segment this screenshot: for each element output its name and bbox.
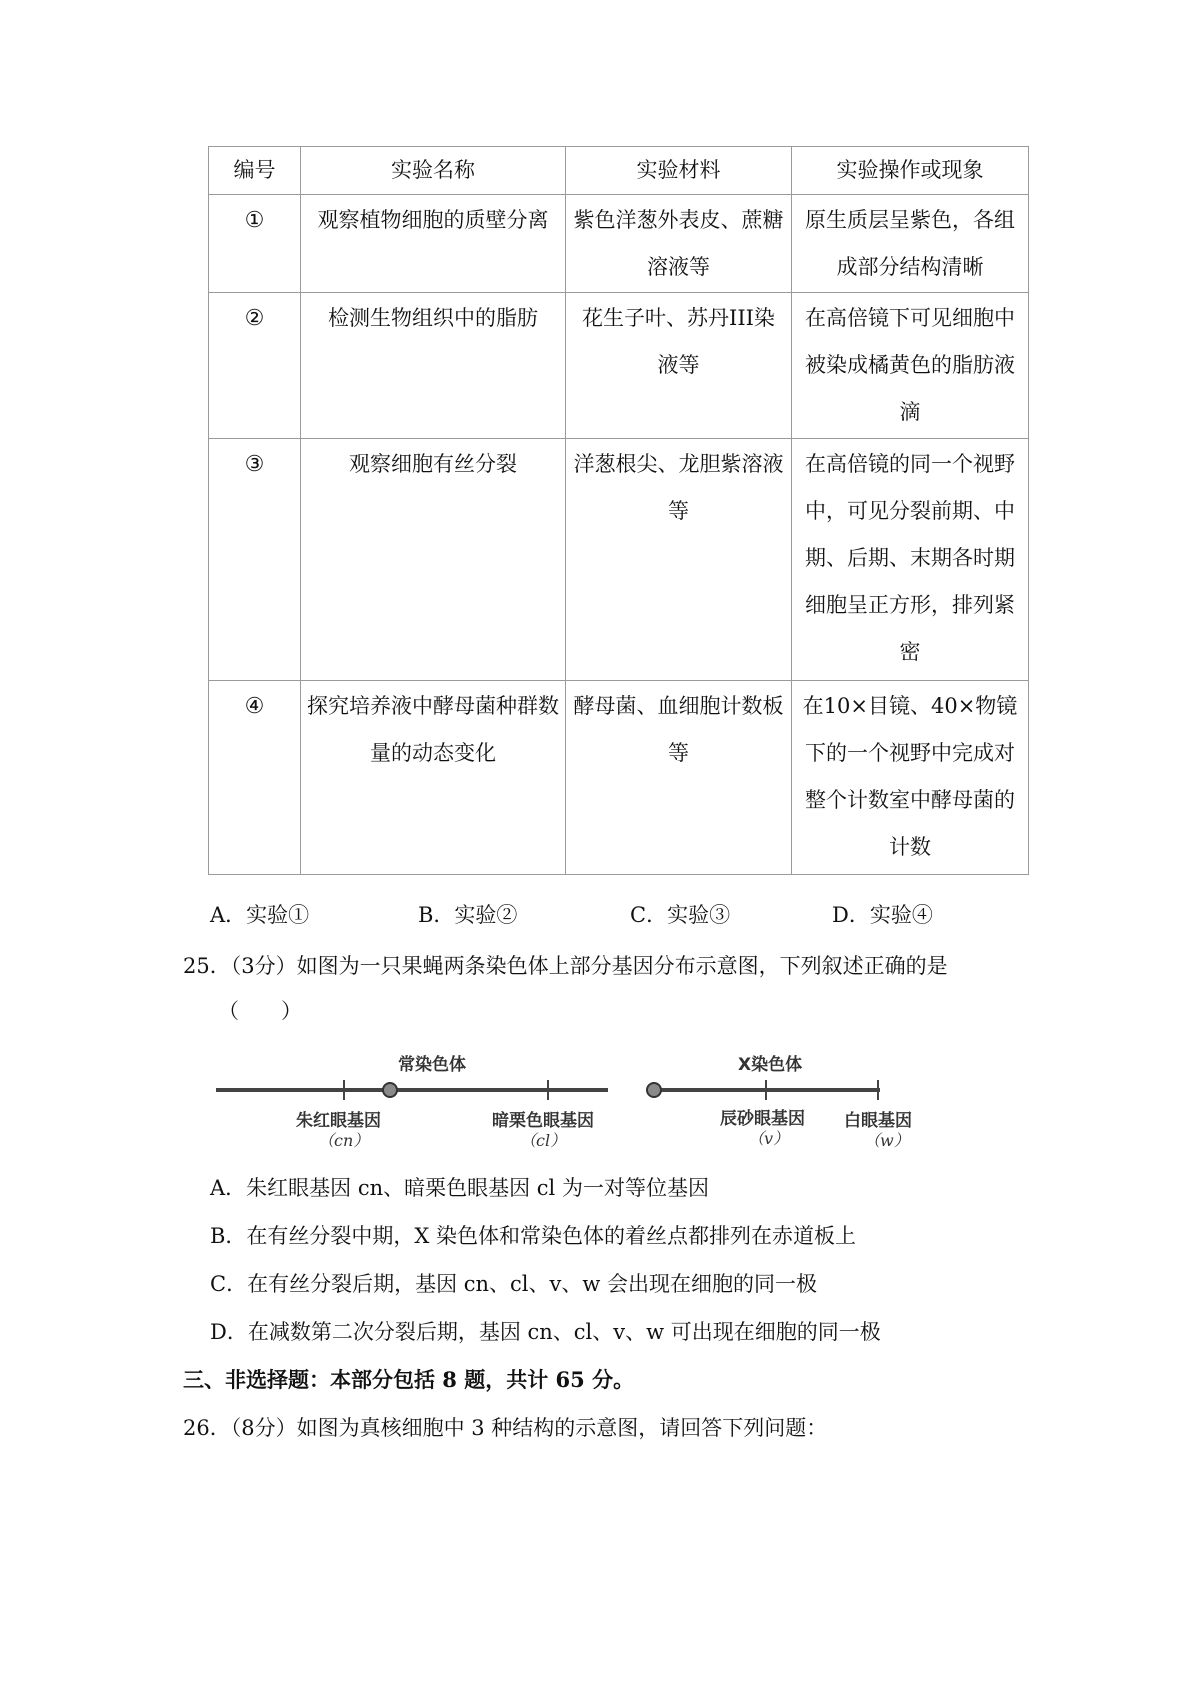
- gene-symbol-w: （w）: [864, 1131, 910, 1150]
- q24-option-c[interactable]: C．实验③: [630, 903, 731, 927]
- row-operation: 在高倍镜的同一个视野中，可见分裂前期、中期、后期、末期各时期细胞呈正方形，排列紧密: [792, 439, 1029, 681]
- header-operation: 实验操作或现象: [792, 147, 1029, 195]
- table-row: [209, 195, 1029, 293]
- row-material: 紫色洋葱外表皮、蔗糖溶液等: [566, 195, 792, 293]
- gene-label-cl: 暗栗色眼基因: [492, 1111, 594, 1131]
- chromosome-figure: [210, 1030, 930, 1150]
- row-name: 探究培养液中酵母菌种群数量的动态变化: [301, 681, 566, 875]
- row-operation: 在高倍镜下可见细胞中被染成橘黄色的脂肪液滴: [792, 293, 1029, 439]
- table-row: [209, 439, 1029, 681]
- row-operation: 在10×目镜、40×物镜下的一个视野中完成对整个计数室中酵母菌的计数: [792, 681, 1029, 875]
- gene-label-cn: 朱红眼基因: [296, 1111, 381, 1131]
- autosome-centromere: [383, 1083, 397, 1097]
- section-three-heading: 三、非选择题：本部分包括 8 题，共计 65 分。: [183, 1367, 635, 1392]
- x-chromosome-title: X染色体: [738, 1055, 803, 1075]
- row-operation: 原生质层呈紫色，各组成部分结构清晰: [792, 195, 1029, 293]
- q24-option-b[interactable]: B．实验②: [418, 903, 518, 927]
- table-header-row: [209, 147, 1029, 195]
- row-number: ③: [209, 439, 301, 681]
- q25-stem: 25．（3分）如图为一只果蝇两条染色体上部分基因分布示意图，下列叙述正确的是: [183, 954, 948, 978]
- header-number: 编号: [209, 147, 301, 195]
- gene-label-v: 辰砂眼基因: [720, 1109, 805, 1129]
- q25-option-c[interactable]: C．在有丝分裂后期，基因 cn、cl、v、w 会出现在细胞的同一极: [210, 1272, 818, 1296]
- row-name: 观察细胞有丝分裂: [301, 439, 566, 681]
- row-name: 检测生物组织中的脂肪: [301, 293, 566, 439]
- row-material: 花生子叶、苏丹III染液等: [566, 293, 792, 439]
- q25-answer-blank: （ ）: [218, 999, 302, 1023]
- q25-option-a[interactable]: A．朱红眼基因 cn、暗栗色眼基因 cl 为一对等位基因: [210, 1176, 709, 1200]
- table-row: [209, 681, 1029, 875]
- row-number: ④: [209, 681, 301, 875]
- gene-symbol-cl: （cl）: [520, 1131, 567, 1150]
- header-experiment-name: 实验名称: [301, 147, 566, 195]
- row-material: 洋葱根尖、龙胆紫溶液等: [566, 439, 792, 681]
- table-row: [209, 293, 1029, 439]
- gene-symbol-cn: （cn）: [318, 1131, 370, 1150]
- gene-symbol-v: （v）: [748, 1129, 790, 1148]
- q25-option-d[interactable]: D．在减数第二次分裂后期，基因 cn、cl、v、w 可出现在细胞的同一极: [210, 1320, 881, 1344]
- row-number: ①: [209, 195, 301, 293]
- autosome-title: 常染色体: [398, 1055, 466, 1075]
- row-material: 酵母菌、血细胞计数板等: [566, 681, 792, 875]
- row-number: ②: [209, 293, 301, 439]
- q24-option-d[interactable]: D．实验④: [832, 903, 933, 927]
- x-centromere: [647, 1083, 661, 1097]
- q26-stem: 26．（8分）如图为真核细胞中 3 种结构的示意图，请回答下列问题：: [183, 1416, 828, 1440]
- q25-option-b[interactable]: B．在有丝分裂中期，X 染色体和常染色体的着丝点都排列在赤道板上: [210, 1224, 857, 1248]
- row-name: 观察植物细胞的质壁分离: [301, 195, 566, 293]
- q24-option-a[interactable]: A．实验①: [210, 903, 310, 927]
- experiment-table: [208, 146, 1029, 875]
- header-material: 实验材料: [566, 147, 792, 195]
- gene-label-w: 白眼基因: [844, 1111, 912, 1131]
